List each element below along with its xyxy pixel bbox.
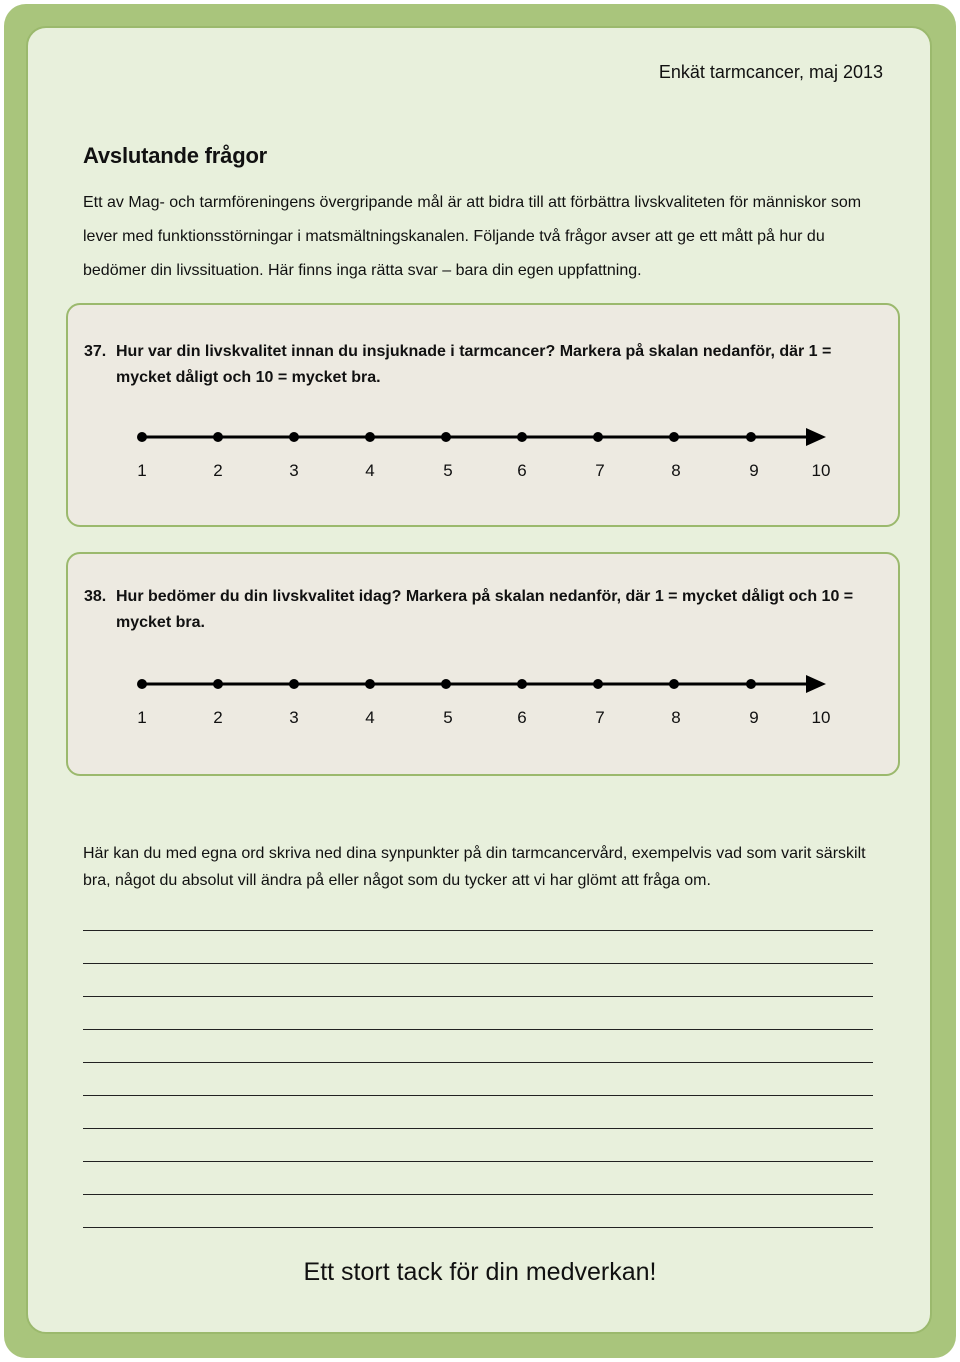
scale-label[interactable]: 2	[213, 461, 223, 480]
scale-label[interactable]: 10	[811, 708, 831, 727]
comment-line[interactable]	[83, 1161, 873, 1162]
scale-label[interactable]: 5	[443, 461, 453, 480]
scale-label[interactable]: 3	[289, 708, 299, 727]
question-38-box	[66, 552, 900, 776]
scale-label[interactable]: 6	[517, 708, 527, 727]
question-number: 37.	[84, 343, 107, 360]
question-37-text	[84, 339, 856, 391]
scale-label[interactable]: 6	[517, 461, 527, 480]
thank-you-message: Ett stort tack för din medverkan!	[303, 1258, 657, 1286]
scale-point	[365, 679, 375, 689]
question-38-text	[84, 584, 856, 636]
scale-point	[593, 432, 603, 442]
intro-line: Ett av Mag- och tarmföreningens övergripande mål är att bidra till att förbättra livskvaliteten för människor som	[83, 194, 862, 211]
rating-scale-37[interactable]	[134, 417, 834, 487]
scale-axis	[134, 417, 834, 447]
comment-line[interactable]	[83, 1227, 873, 1228]
question-number: 38.	[84, 588, 107, 605]
scale-label[interactable]: 7	[595, 708, 605, 727]
question-line: mycket bra.	[116, 614, 205, 631]
scale-axis	[134, 664, 834, 694]
survey-title: Enkät tarmcancer, maj 2013	[658, 62, 883, 82]
scale-point	[517, 432, 527, 442]
scale-point	[137, 432, 147, 442]
section-heading: Avslutande frågor	[83, 143, 268, 168]
question-line: Hur bedömer du din livskvalitet idag? Markera på skalan nedanför, där 1 = mycket dåligt och 10 =	[116, 588, 854, 605]
comment-line[interactable]	[83, 996, 873, 997]
scale-label[interactable]: 1	[137, 461, 147, 480]
scale-label[interactable]: 4	[365, 708, 375, 727]
scale-label[interactable]: 8	[671, 461, 681, 480]
scale-point	[669, 679, 679, 689]
intro-text	[83, 186, 873, 288]
scale-point	[441, 432, 451, 442]
scale-point	[289, 432, 299, 442]
scale-label[interactable]: 3	[289, 461, 299, 480]
scale-point	[441, 679, 451, 689]
comment-prompt	[83, 840, 883, 894]
comment-line[interactable]	[83, 1128, 873, 1129]
scale-point	[213, 432, 223, 442]
scale-point	[517, 679, 527, 689]
comment-line[interactable]	[83, 963, 873, 964]
comment-line[interactable]	[83, 930, 873, 931]
scale-label[interactable]: 1	[137, 708, 147, 727]
scale-label[interactable]: 10	[811, 461, 831, 480]
question-37-box	[66, 303, 900, 527]
scale-point	[746, 679, 756, 689]
scale-point	[365, 432, 375, 442]
scale-label[interactable]: 7	[595, 461, 605, 480]
comment-prompt-line: bra, något du absolut vill ändra på eller något som du tycker att vi har glömt att fråga om.	[83, 872, 711, 889]
scale-arrowhead	[806, 675, 826, 693]
scale-point	[213, 679, 223, 689]
scale-label[interactable]: 4	[365, 461, 375, 480]
scale-point	[669, 432, 679, 442]
scale-point	[746, 432, 756, 442]
comment-line[interactable]	[83, 1194, 873, 1195]
intro-line: bedömer din livssituation. Här finns inga rätta svar – bara din egen uppfattning.	[83, 262, 642, 279]
scale-label[interactable]: 2	[213, 708, 223, 727]
scale-label[interactable]: 5	[443, 708, 453, 727]
scale-point	[593, 679, 603, 689]
rating-scale-38[interactable]	[134, 664, 834, 734]
scale-point	[289, 679, 299, 689]
comment-prompt-line: Här kan du med egna ord skriva ned dina synpunkter på din tarmcancervård, exempelvis vad som varit särskilt	[83, 845, 866, 862]
scale-label[interactable]: 9	[749, 461, 759, 480]
comment-line[interactable]	[83, 1062, 873, 1063]
comment-line[interactable]	[83, 1029, 873, 1030]
intro-line: lever med funktionsstörningar i matsmältningskanalen. Följande två frågor avser att ge ett mått på hur du	[83, 228, 825, 245]
scale-point	[137, 679, 147, 689]
question-line: mycket dåligt och 10 = mycket bra.	[116, 369, 381, 386]
scale-arrowhead	[806, 428, 826, 446]
question-line: Hur var din livskvalitet innan du insjuknade i tarmcancer? Markera på skalan nedanför, där 1 =	[116, 343, 832, 360]
scale-label[interactable]: 8	[671, 708, 681, 727]
scale-label[interactable]: 9	[749, 708, 759, 727]
comment-line[interactable]	[83, 1095, 873, 1096]
